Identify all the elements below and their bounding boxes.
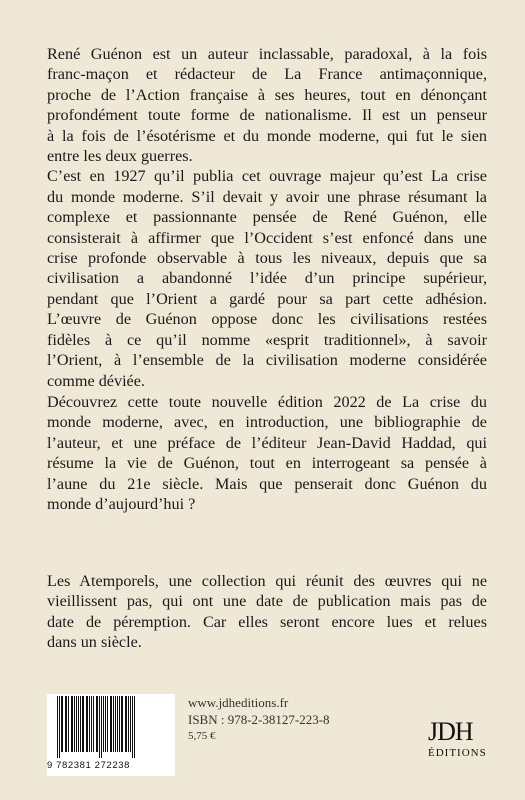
text-line: C’est en 1927 qu’il publia cet ouvrage majeur qu’est La crise <box>47 167 487 186</box>
edition-paragraph <box>47 392 487 514</box>
logo-wordmark: ÉDITIONS <box>428 747 487 759</box>
text-line: complexe et passionnante pensée de René Guénon, elle <box>47 208 487 227</box>
barcode-bar <box>71 696 73 752</box>
text-line: dans un siècle. <box>47 633 142 652</box>
barcode-bar <box>121 696 123 752</box>
text-line: monde moderne, avec, en introduction, une bibliographie de <box>47 413 487 432</box>
text-line: Les Atemporels, une collection qui réunit des œuvres qui ne <box>47 572 487 590</box>
barcode-bar <box>65 696 67 752</box>
barcode-bar <box>82 696 84 752</box>
logo-mark: JDH <box>428 717 473 746</box>
text-line: consisterait à affirmer que l’Occident s’est enfoncé dans une <box>47 228 487 247</box>
text-line: crise profonde observable à tous les niveaux, depuis que sa <box>47 249 487 268</box>
barcode-bar <box>113 696 114 752</box>
publisher-logo <box>428 719 498 769</box>
text-line: date de péremption. Car elles seront encore lues et relues <box>47 612 487 631</box>
text-line: entre les deux guerres. <box>47 147 193 166</box>
text-line: résume la vie de Guénon, tout en interrogeant sa pensée à <box>47 454 487 473</box>
barcode-bar <box>117 696 118 752</box>
text-line: René Guénon est un auteur inclassable, paradoxal, à la fois <box>47 45 487 63</box>
barcode-bar <box>107 696 108 752</box>
barcode-bar <box>86 696 88 752</box>
barcode-bar <box>103 696 104 752</box>
barcode-bar <box>89 696 90 752</box>
barcode-bar <box>68 696 69 752</box>
text-line: Découvrez cette toute nouvelle édition 2022 de La crise du <box>47 393 487 411</box>
text-line: vieillissent pas, qui ont une date de publication mais pas de <box>47 592 487 611</box>
text-line: l’auteur, et une préface de l’éditeur Jean-David Haddad, qui <box>47 433 487 452</box>
price: 5,75 € <box>188 730 216 742</box>
barcode-bars <box>47 694 175 758</box>
barcode-bar <box>132 696 133 758</box>
text-line: pendant que l’Orient a gardé pour sa part cette adhésion. <box>47 289 487 308</box>
text-line: monde d’aujourd’hui ? <box>47 495 196 514</box>
collection-paragraph <box>47 571 487 653</box>
text-line: du monde moderne. S’il devait y avoir une phrase résumant la <box>47 187 487 206</box>
barcode-bar <box>128 696 129 752</box>
barcode-bar <box>76 696 77 752</box>
text-line: à la fois de l’ésotérisme et du monde moderne, qui fut le sien <box>47 126 487 145</box>
text-line: l’aune du 21e siècle. Mais que penserait donc Guénon du <box>47 474 487 493</box>
text-line: profondément toute forme de nationalisme. Il est un penseur <box>47 106 487 125</box>
barcode-bar <box>96 696 98 752</box>
barcode-bar <box>80 696 81 752</box>
synopsis-paragraph <box>47 44 487 391</box>
barcode-bar <box>105 696 106 752</box>
barcode-bar <box>110 696 112 752</box>
text-line: civilisation a abandonné l’idée d’un principe supérieur, <box>47 269 487 288</box>
barcode-bar <box>57 696 58 758</box>
text-line: fidèles à ce qu’il nomme «esprit traditionnel», à savoir <box>47 330 487 349</box>
barcode-bar <box>78 696 79 752</box>
barcode-bar <box>130 696 131 752</box>
text-line: l’Orient, à l’ensemble de la civilisation moderne considérée <box>47 351 487 370</box>
text-line: comme déviée. <box>47 371 145 390</box>
barcode-bar <box>91 696 92 752</box>
barcode-bar <box>134 696 135 758</box>
barcode-bar <box>74 696 75 752</box>
barcode-bar <box>59 696 60 758</box>
barcode-bar <box>61 696 63 752</box>
barcode-bar <box>93 696 94 752</box>
barcode-bar <box>119 696 120 752</box>
barcode-digits: 9 782381 272238 <box>47 760 130 771</box>
barcode-bar <box>125 696 127 752</box>
isbn-barcode <box>47 694 175 776</box>
publisher-info <box>188 694 330 745</box>
text-line: franc-maçon et rédacteur de La France antimaçonnique, <box>47 65 487 84</box>
barcode-bar <box>99 696 100 758</box>
barcode-bar <box>101 696 102 758</box>
text-line: proche de l’Action française à ses heures, tout en dénonçant <box>47 85 487 104</box>
website-link[interactable]: www.jdheditions.fr <box>188 695 289 710</box>
barcode-bar <box>115 696 116 752</box>
text-line: L’œuvre de Guénon oppose donc les civilisations restées <box>47 310 487 329</box>
isbn-number: ISBN : 978-2-38127-223-8 <box>188 712 330 727</box>
